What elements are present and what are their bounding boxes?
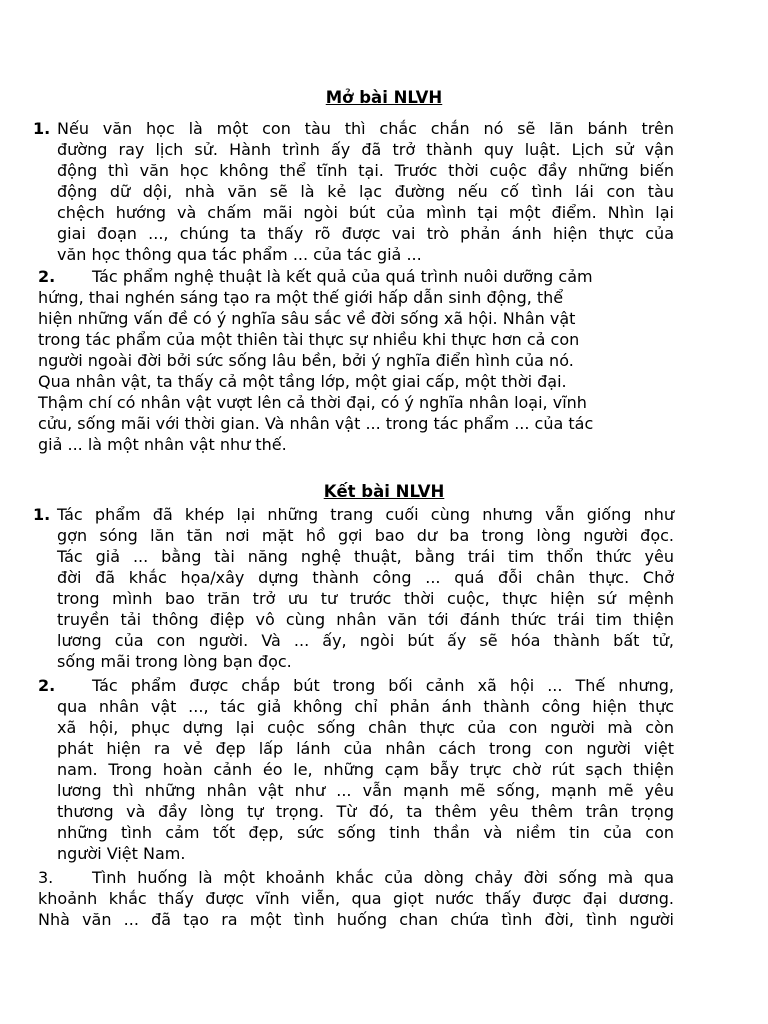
paragraph-line: Nhà văn ... đã tạo ra một tình huống chan chứa tình đời, tình người xyxy=(38,910,674,929)
paragraph-line: trong tác phẩm của một thiên tài thực sự nhiều khi thực hơn cả con xyxy=(38,330,580,349)
paragraph-line: sống mãi trong lòng bạn đọc. xyxy=(57,652,292,671)
paragraph-line: Nếu văn học là một con tàu thì chắc chắn nó sẽ lăn bánh trên xyxy=(57,119,674,138)
paragraph-line: xã hội, phục dựng lại cuộc sống chân thực của con người mà còn xyxy=(57,718,674,737)
paragraph-line: đời đã khắc họa/xây dựng thành công ... quá đỗi chân thực. Chở xyxy=(57,568,674,587)
heading-ket-bai: Kết bài NLVH xyxy=(323,482,445,501)
paragraph-line: thương và đầy lòng tự trọng. Từ đó, ta thêm yêu thêm trân trọng xyxy=(57,802,674,821)
list-number: 3. xyxy=(38,868,54,887)
paragraph-line: hiện những vấn đề có ý nghĩa sâu sắc về đời sống xã hội. Nhân vật xyxy=(38,309,576,328)
paragraph-line: động thì văn học không thể tĩnh tại. Trước thời cuộc đầy những biến xyxy=(57,161,674,180)
paragraph-line: hứng, thai nghén sáng tạo ra một thế giới hấp dẫn sinh động, thể xyxy=(38,288,564,307)
paragraph-line: Tác phẩm đã khép lại những trang cuối cùng nhưng vẫn giống như xyxy=(57,505,674,524)
heading-mo-bai: Mở bài NLVH xyxy=(325,88,443,107)
paragraph-line: Qua nhân vật, ta thấy cả một tầng lớp, một giai cấp, một thời đại. xyxy=(38,372,567,391)
paragraph-line: Tác phẩm được chắp bút trong bối cảnh xã hội ... Thế nhưng, xyxy=(92,676,674,695)
paragraph-line: chệch hướng và chấm mãi ngòi bút của mình tại một điểm. Nhìn lại xyxy=(57,203,674,222)
paragraph-line: giả ... là một nhân vật như thế. xyxy=(38,435,287,454)
list-number: 2. xyxy=(38,267,56,286)
list-number: 2. xyxy=(38,676,56,695)
paragraph-line: gợn sóng lăn tăn nơi mặt hồ gợi bao dư ba trong lòng người đọc. xyxy=(57,526,674,545)
paragraph-line: giai đoạn ..., chúng ta thấy rõ được vai trò phản ánh hiện thực của xyxy=(57,224,674,243)
paragraph-line: Tác phẩm nghệ thuật là kết quả của quá trình nuôi dưỡng cảm xyxy=(92,267,593,286)
paragraph-line: trong mình bao trăn trở ưu tư trước thời cuộc, thực hiện sứ mệnh xyxy=(57,589,674,608)
paragraph-line: văn học thông qua tác phẩm ... của tác giả ... xyxy=(57,245,422,264)
paragraph-line: truyền tải thông điệp vô cùng nhân văn tới đánh thức trái tim thiện xyxy=(57,610,674,629)
paragraph-line: nam. Trong hoàn cảnh éo le, những cạm bẫy trực chờ rút sạch thiện xyxy=(57,760,674,779)
paragraph-line: người ngoài đời bởi sức sống lâu bền, bởi ý nghĩa điển hình của nó. xyxy=(38,351,574,370)
paragraph-line: khoảnh khắc thấy được vĩnh viễn, qua giọt nước thấy được đại dương. xyxy=(38,889,674,908)
paragraph-line: người Việt Nam. xyxy=(57,844,186,863)
paragraph-line: Tác giả ... bằng tài năng nghệ thuật, bằng trái tim thổn thức yêu xyxy=(57,547,674,566)
paragraph-line: những tình cảm tốt đẹp, sức sống tinh thần và niềm tin của con xyxy=(57,823,674,842)
paragraph-line: đường ray lịch sử. Hành trình ấy đã trở thành quy luật. Lịch sử vận xyxy=(57,140,674,159)
paragraph-line: Thậm chí có nhân vật vượt lên cả thời đại, có ý nghĩa nhân loại, vĩnh xyxy=(38,393,587,412)
paragraph-line: qua nhân vật ..., tác giả không chỉ phản ánh thành công hiện thực xyxy=(57,697,674,716)
paragraph-line: cửu, sống mãi với thời gian. Và nhân vật ... trong tác phẩm ... của tác xyxy=(38,414,594,433)
paragraph-line: động dữ dội, nhà văn sẽ là kẻ lạc đường nếu cố tình lái con tàu xyxy=(57,182,674,201)
paragraph-line: Tình huống là một khoảnh khắc của dòng chảy đời sống mà qua xyxy=(92,868,674,887)
list-number: 1. xyxy=(33,119,51,138)
paragraph-line: phát hiện ra vẻ đẹp lấp lánh của nhân cách trong con người việt xyxy=(57,739,674,758)
paragraph-line: lương thì những nhân vật như ... vẫn mạnh mẽ sống, mạnh mẽ yêu xyxy=(57,781,674,800)
list-number: 1. xyxy=(33,505,51,524)
paragraph-line: lương của con người. Và ... ấy, ngòi bút ấy sẽ hóa thành bất tử, xyxy=(57,631,674,650)
